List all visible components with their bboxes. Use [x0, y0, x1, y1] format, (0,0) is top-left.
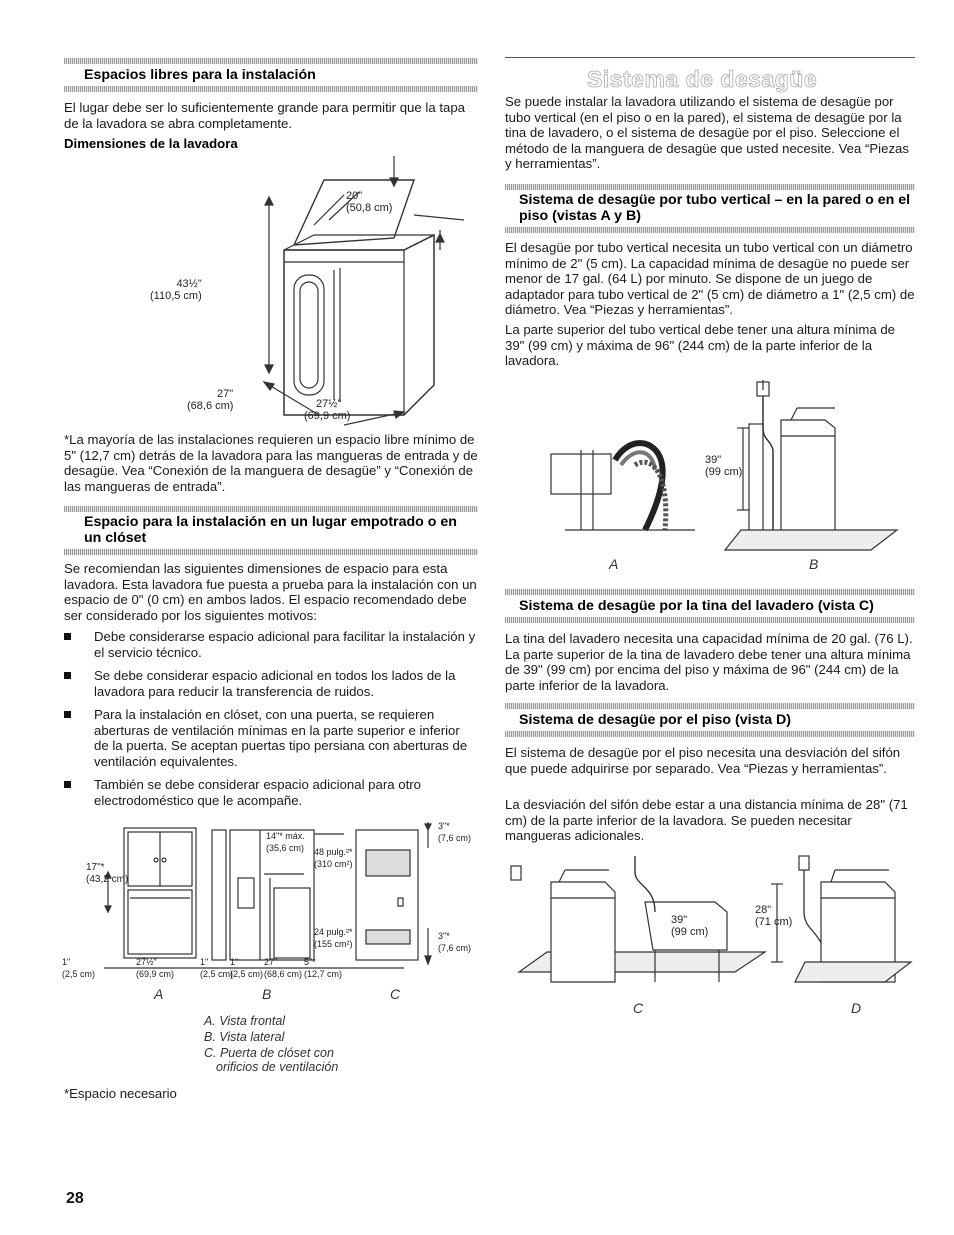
laundry-tub-dim: [671, 914, 708, 938]
bullet-square-icon: [64, 781, 71, 788]
dim-depth: [187, 388, 233, 412]
dim-39: 39": [705, 454, 722, 466]
drain-system-title: Sistema de desagüe: [587, 66, 818, 92]
section-title-laundry-tub: Sistema de desagüe por la tina del lavadero (vista C): [519, 598, 874, 614]
dim-28-cm: (71 cm): [755, 916, 793, 928]
dim-3a-cm: (7,6 cm): [438, 833, 472, 843]
floor-drain-paragraph-1: El sistema de desagüe por el piso necesita una desviación del sifón que puede adquirirse por separado. Vea “Piezas y herramientas”.: [505, 745, 901, 776]
dim-17: [86, 862, 128, 886]
laundry-tub-paragraph: La tina del lavadero necesita una capacidad mínima de 20 gal. (76 L). La parte superior de la tina de lavadero debe tener una altura mínima de 39" (99 cm) por encima del piso y máxima de 96" (244 cm) de la parte inferior de la lavadora.: [505, 631, 913, 693]
dim-lid: [346, 190, 392, 214]
dim-1: [62, 956, 95, 980]
figure-label-c: C: [633, 1000, 644, 1016]
bullet-text: También se debe considerar espacio adicional para otro electrodoméstico que le acompañe.: [94, 777, 421, 808]
section-rule: [505, 184, 915, 190]
dim-48: [314, 846, 353, 870]
footnote: *Espacio necesario: [64, 1086, 177, 1101]
dim-3b: [438, 930, 471, 954]
floor-drain-figures: [505, 852, 915, 1002]
dim-1b: [200, 956, 233, 980]
dim-275: 27½": [316, 398, 342, 410]
floor-drain-dim: [755, 904, 792, 928]
bullet-square-icon: [64, 672, 71, 679]
dim-39-cm: (99 cm): [671, 926, 709, 938]
dim-5-cm: (12,7 cm): [304, 969, 343, 979]
dim-3b-value: 3"*: [438, 931, 450, 941]
section-title-floor-drain: Sistema de desagüe por el piso (vista D): [519, 712, 792, 728]
drain-intro-paragraph: Se puede instalar la lavadora utilizando el sistema de desagüe por tubo vertical (en el piso o en la pared), el sistema de desagüe por la tina de lavadero, o el sistema de desagüe por el piso. Seleccione el método de la manguera de desagüe que usted necesite. Vea “Piezas y herramientas”.: [505, 94, 909, 172]
dim-5: [304, 956, 342, 980]
bullet-item: [64, 777, 478, 808]
dim-275-cm: (69,9 cm): [304, 410, 351, 422]
figure-label-a: A: [609, 556, 619, 572]
section-rule: [505, 731, 915, 737]
dim-27-value: 27": [264, 957, 278, 967]
dim-39: 39": [671, 914, 688, 926]
dim-20-cm: (50,8 cm): [346, 202, 393, 214]
dim-1-value: 1": [62, 957, 71, 967]
dim-48-cm: (310 cm²): [314, 859, 353, 869]
section-title-closet: Espacio para la instalación en un lugar empotrado o en un clóset: [84, 514, 457, 546]
caption-c: C. Puerta de clóset con: [204, 1046, 334, 1060]
dim-14-value: 14"* máx.: [266, 831, 305, 841]
dim-17-value: 17"*: [86, 862, 105, 873]
dim-3b-cm: (7,6 cm): [438, 943, 472, 953]
section-rule: [505, 227, 915, 233]
dim-27-cm: (68,6 cm): [264, 969, 303, 979]
standpipe-paragraph-2: La parte superior del tubo vertical debe tener una altura mínima de 39" (99 cm) y máxima de 96" (244 cm) de la parte inferior de la lavadora.: [505, 322, 895, 369]
dim-27-closet: [264, 956, 302, 980]
top-rule: [505, 57, 915, 58]
dim-14-cm: (35,6 cm): [266, 843, 305, 853]
dim-43: 43½": [176, 278, 202, 290]
dim-17-cm: (43,2 cm): [86, 874, 129, 885]
dim-1-cm: (2,5 cm): [62, 969, 96, 979]
figure-label-d: D: [851, 1000, 862, 1016]
standpipe-dim: [705, 454, 742, 478]
dim-1c: [230, 956, 263, 980]
bullet-square-icon: [64, 633, 71, 640]
bullet-item: [64, 707, 478, 769]
section-rule: [505, 589, 915, 595]
washer-dimensions-subtitle: Dimensiones de la lavadora: [64, 136, 238, 151]
dim-28: 28": [755, 904, 772, 916]
figure-label-c: C: [390, 986, 401, 1002]
caption-a: A. Vista frontal: [204, 1014, 286, 1028]
clearances-paragraph: El lugar debe ser lo suficientemente grande para permitir que la tapa de la lavadora se abra completamente.: [64, 100, 465, 131]
section-rule: [505, 703, 915, 709]
dim-20: 20": [346, 190, 363, 202]
section-rule: [64, 549, 478, 555]
closet-paragraph: Se recomiendan las siguientes dimensiones de espacio para esta lavadora. Esta lavadora fue puesta a prueba para la instalación con un espacio de 0" (0 cm) en ambos lados. El espacio recomendado debe ser considerado por los siguientes motivos:: [64, 561, 477, 623]
section-title-standpipe: Sistema de desagüe por tubo vertical – en la pared o en el piso (vistas A y B): [519, 192, 911, 224]
section-rule: [505, 617, 915, 623]
dim-width: [304, 398, 350, 422]
figure-label-b: B: [262, 986, 272, 1002]
bullet-text: Debe considerarse espacio adicional para facilitar la instalación y el servicio técnico.: [94, 629, 476, 660]
bullet-square-icon: [64, 711, 71, 718]
dim-48-value: 48 pulg.²*: [314, 847, 353, 857]
dim-height: [150, 278, 202, 302]
caption-c-continued: orificios de ventilación: [216, 1060, 339, 1074]
standpipe-paragraph-1: El desagüe por tubo vertical necesita un tubo vertical con un diámetro mínimo de 2" (5 cm). La capacidad mínima de desagüe no puede ser menor de 17 gal. (64 L) por minuto. Se dispone de un juego de adaptador para tubo vertical de 2" (5 cm) de diámetro a 1" (2,5 cm) de diámetro. Vea “Piezas y herramientas”.: [505, 240, 915, 318]
bullet-text: Se debe considerar espacio adicional en todos los lados de la lavadora para reducir la transferencia de ruidos.: [94, 668, 456, 699]
clearance-note: *La mayoría de las instalaciones requieren un espacio libre mínimo de 5" (12,7 cm) detrás de la lavadora para las mangueras de entrada y de desagüe. Vea “Conexión de la manguera de desagüe” y “Conexión de las mangueras de entrada”.: [64, 432, 478, 494]
figure-label-a: A: [154, 986, 164, 1002]
page-number: 28: [66, 1190, 84, 1207]
dim-3a: [438, 820, 471, 844]
dim-24-cm: (155 cm²): [314, 939, 353, 949]
section-title-clearances: Espacios libres para la instalación: [84, 67, 316, 83]
dim-1b-value: 1": [200, 957, 209, 967]
dim-275-cm: (69,9 cm): [136, 969, 175, 979]
dim-39-cm: (99 cm): [705, 466, 743, 478]
dim-1b-cm: (2,5 cm): [200, 969, 234, 979]
dim-14: [266, 830, 305, 854]
dim-5-value: 5"*: [304, 957, 316, 967]
dim-275-closet: [136, 956, 174, 980]
dim-27: 27": [217, 388, 234, 400]
dim-24: [314, 926, 353, 950]
bullet-text: Para la instalación en clóset, con una puerta, se requieren aberturas de ventilación mínimas en la parte superior e inferior de la puerta. Se aceptan puertas tipo persiana con aberturas de ventilación equivalentes.: [94, 707, 468, 769]
dim-275-value: 27½": [136, 957, 157, 967]
dim-3a-value: 3"*: [438, 821, 450, 831]
section-rule: [64, 506, 478, 512]
dim-43-cm: (110,5 cm): [150, 290, 202, 302]
section-rule: [64, 58, 478, 64]
bullet-item: [64, 629, 478, 660]
figure-label-b: B: [809, 556, 819, 572]
dim-24-value: 24 pulg.²*: [314, 927, 353, 937]
caption-b: B. Vista lateral: [204, 1030, 285, 1044]
dim-1c-value: 1": [230, 957, 239, 967]
dim-1c-cm: (2,5 cm): [230, 969, 264, 979]
dim-27-cm: (68,6 cm): [187, 400, 234, 412]
bullet-item: [64, 668, 478, 699]
section-rule: [64, 86, 478, 92]
floor-drain-paragraph-2: La desviación del sifón debe estar a una distancia mínima de 28" (71 cm) de la parte inferior de la lavadora. Se pueden necesitar mangueras adicionales.: [505, 797, 908, 844]
